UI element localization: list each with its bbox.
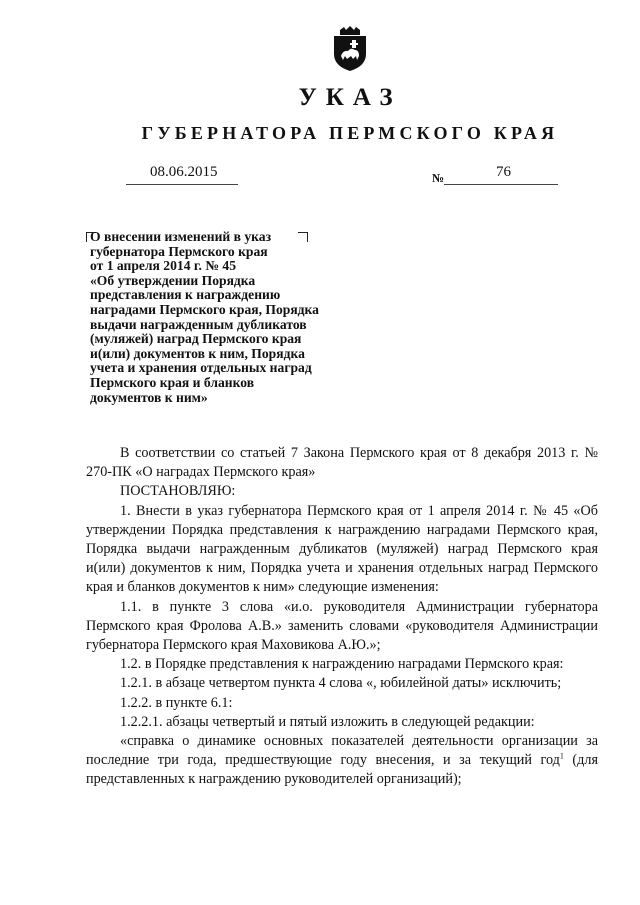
paragraph-1-2-1: 1.2.1. в абзаце четвертом пункта 4 слова «, юбилейной даты» исключить; xyxy=(120,675,562,692)
decree-subtitle: ГУБЕРНАТОРА ПЕРМСКОГО КРАЯ xyxy=(141,123,559,143)
subject-line: наградами Пермского края, Порядка xyxy=(90,301,319,317)
preamble-paragraph: В соответствии со статьей 7 Закона Пермского края от 8 декабря 2013 г. № 270-ПК «О наградах Пермского края» xyxy=(86,445,598,481)
decree-date: 08.06.2015 xyxy=(150,164,218,180)
perm-krai-coat-of-arms-icon xyxy=(331,26,369,72)
subject-line: представления к награждению xyxy=(90,287,281,303)
subject-line: и(или) документов к ним, Порядка xyxy=(90,345,305,361)
paragraph-1: 1. Внести в указ губернатора Пермского края от 1 апреля 2014 г. № 45 «Об утверждении Порядка представления к награждению наградами Пермского края, Порядка выдачи награжденным дубликатов (муляжей) наград Пермского края и(или) документов к ним, Порядка учета и хранения отдельных наград Пермского края и бланков документов к ним» следующие изменения: xyxy=(86,502,598,596)
decree-subject xyxy=(90,230,360,405)
subject-line: О внесении изменений в указ xyxy=(90,229,272,244)
subject-line: документов к ним» xyxy=(90,389,208,405)
paragraph-1-2: 1.2. в Порядке представления к награждению наградами Пермского края: xyxy=(120,656,564,673)
subject-line: (муляжей) наград Пермского края xyxy=(90,331,302,347)
quote-text-start: «справка о динамике основных показателей деятельности организации за последние три года, предшествующие году внесения, и за текущий год xyxy=(86,733,598,769)
subject-line: от 1 апреля 2014 г. № 45 xyxy=(90,258,236,274)
decree-body xyxy=(86,444,598,790)
subject-line: губернатора Пермского края xyxy=(90,243,268,259)
subject-line: учета и хранения отдельных наград xyxy=(90,360,312,376)
quoted-paragraph xyxy=(86,732,598,790)
decree-title: УКАЗ xyxy=(298,84,402,111)
quote-text-end: (для представленных к награждению руководителей организаций); xyxy=(86,752,598,788)
footnote-marker: 1 xyxy=(559,751,564,761)
decree-word: ПОСТАНОВЛЯЮ: xyxy=(120,483,236,500)
paragraph-1-2-2: 1.2.2. в пункте 6.1: xyxy=(120,694,233,711)
subject-line: Пермского края и бланков xyxy=(90,374,255,390)
paragraph-1-2-2-1: 1.2.2.1. абзацы четвертый и пятый изложить в следующей редакции: xyxy=(120,713,535,730)
date-field xyxy=(126,164,238,185)
number-label: № xyxy=(432,171,445,185)
subject-line: «Об утверждении Порядка xyxy=(90,272,256,288)
number-field xyxy=(444,164,558,185)
paragraph-1-1: 1.1. в пункте 3 слова «и.о. руководителя Администрации губернатора Пермского края Фролова А.В.» заменить словами «руководителя Администрации губернатора Пермского края Маховикова А.Ю.»; xyxy=(86,598,598,654)
decree-number: 76 xyxy=(496,164,511,180)
subject-line: выдачи награжденным дубликатов xyxy=(90,316,307,332)
